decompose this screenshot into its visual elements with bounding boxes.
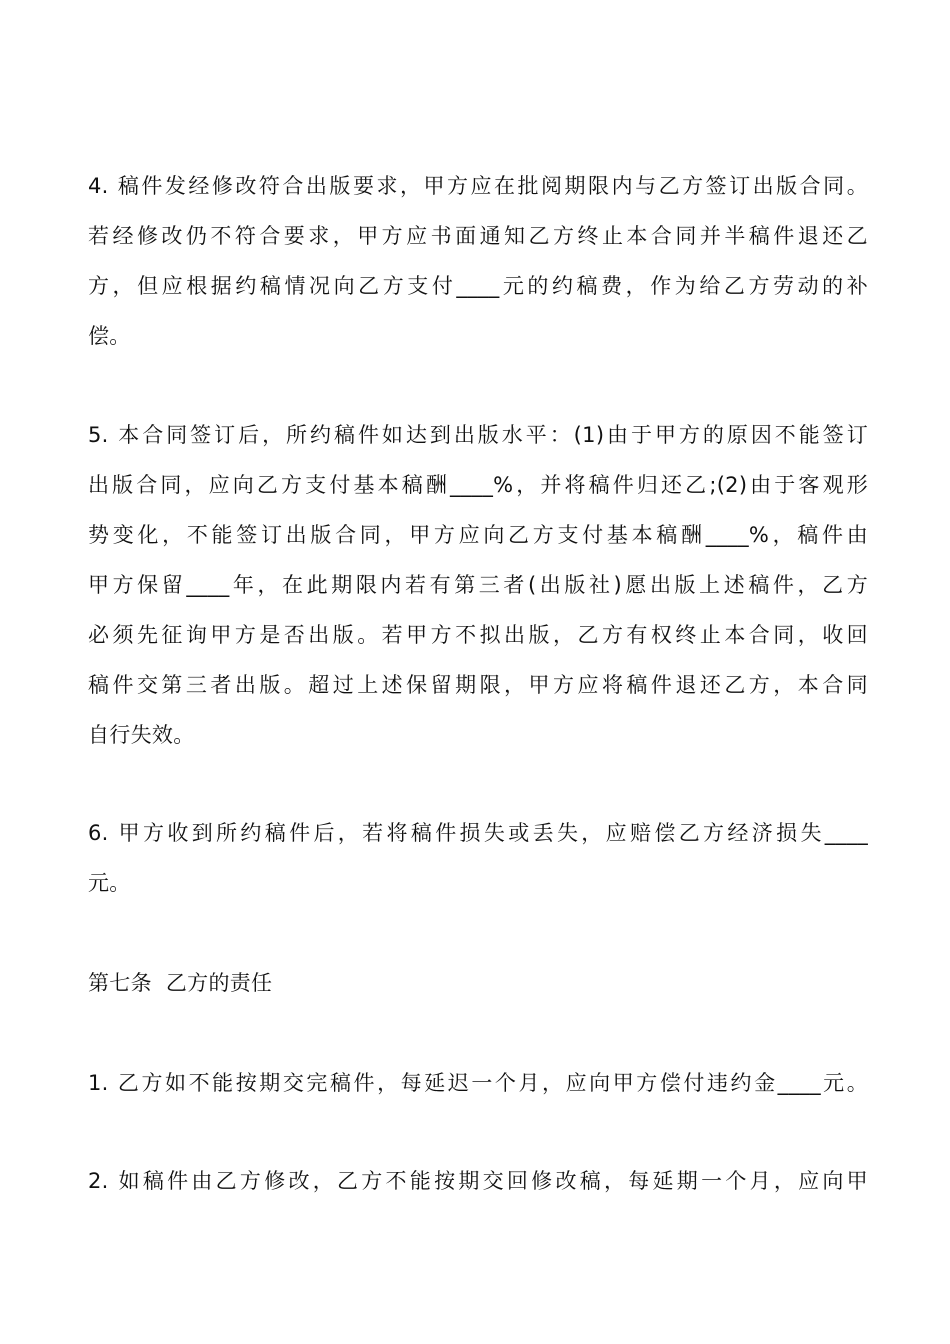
text-line: 稿件交第三者出版。超过上述保留期限，甲方应将稿件退还乙方，本合同: [88, 673, 868, 697]
section-heading: 第七条 乙方的责任: [88, 971, 273, 995]
clause-5-paragraph: [88, 410, 868, 760]
text-line: 若经修改仍不符合要求，甲方应书面通知乙方终止本合同并半稿件退还乙: [88, 224, 868, 248]
text-line: 方，但应根据约稿情况向乙方支付____元的约稿费，作为给乙方劳动的补: [88, 274, 868, 298]
clause-7-1-paragraph: [88, 1058, 868, 1108]
article-7-heading: [88, 958, 868, 1008]
text-line: 2. 如稿件由乙方修改，乙方不能按期交回修改稿，每延期一个月，应向甲: [88, 1169, 868, 1193]
text-line: 5. 本合同签订后，所约稿件如达到出版水平：(1)由于甲方的原因不能签订: [88, 423, 868, 447]
text-line: 6. 甲方收到所约稿件后，若将稿件损失或丢失，应赔偿乙方经济损失____: [88, 821, 868, 845]
text-line: 偿。: [88, 324, 131, 348]
text-line: 出版合同，应向乙方支付基本稿酬____%，并将稿件归还乙;(2)由于客观形: [88, 473, 868, 497]
clause-4-paragraph: [88, 161, 868, 361]
text-line: 元。: [88, 871, 131, 895]
text-line: 甲方保留____年，在此期限内若有第三者(出版社)愿出版上述稿件，乙方: [88, 573, 868, 597]
text-line: 1. 乙方如不能按期交完稿件，每延迟一个月，应向甲方偿付违约金____元。: [88, 1071, 868, 1095]
text-line: 势变化，不能签订出版合同，甲方应向乙方支付基本稿酬____%，稿件由: [88, 523, 868, 547]
text-line: 自行失效。: [88, 723, 195, 747]
clause-7-2-paragraph: [88, 1156, 868, 1206]
text-line: 4. 稿件发经修改符合出版要求，甲方应在批阅期限内与乙方签订出版合同。: [88, 174, 868, 198]
clause-6-paragraph: [88, 808, 868, 908]
text-line: 必须先征询甲方是否出版。若甲方不拟出版，乙方有权终止本合同，收回: [88, 623, 868, 647]
